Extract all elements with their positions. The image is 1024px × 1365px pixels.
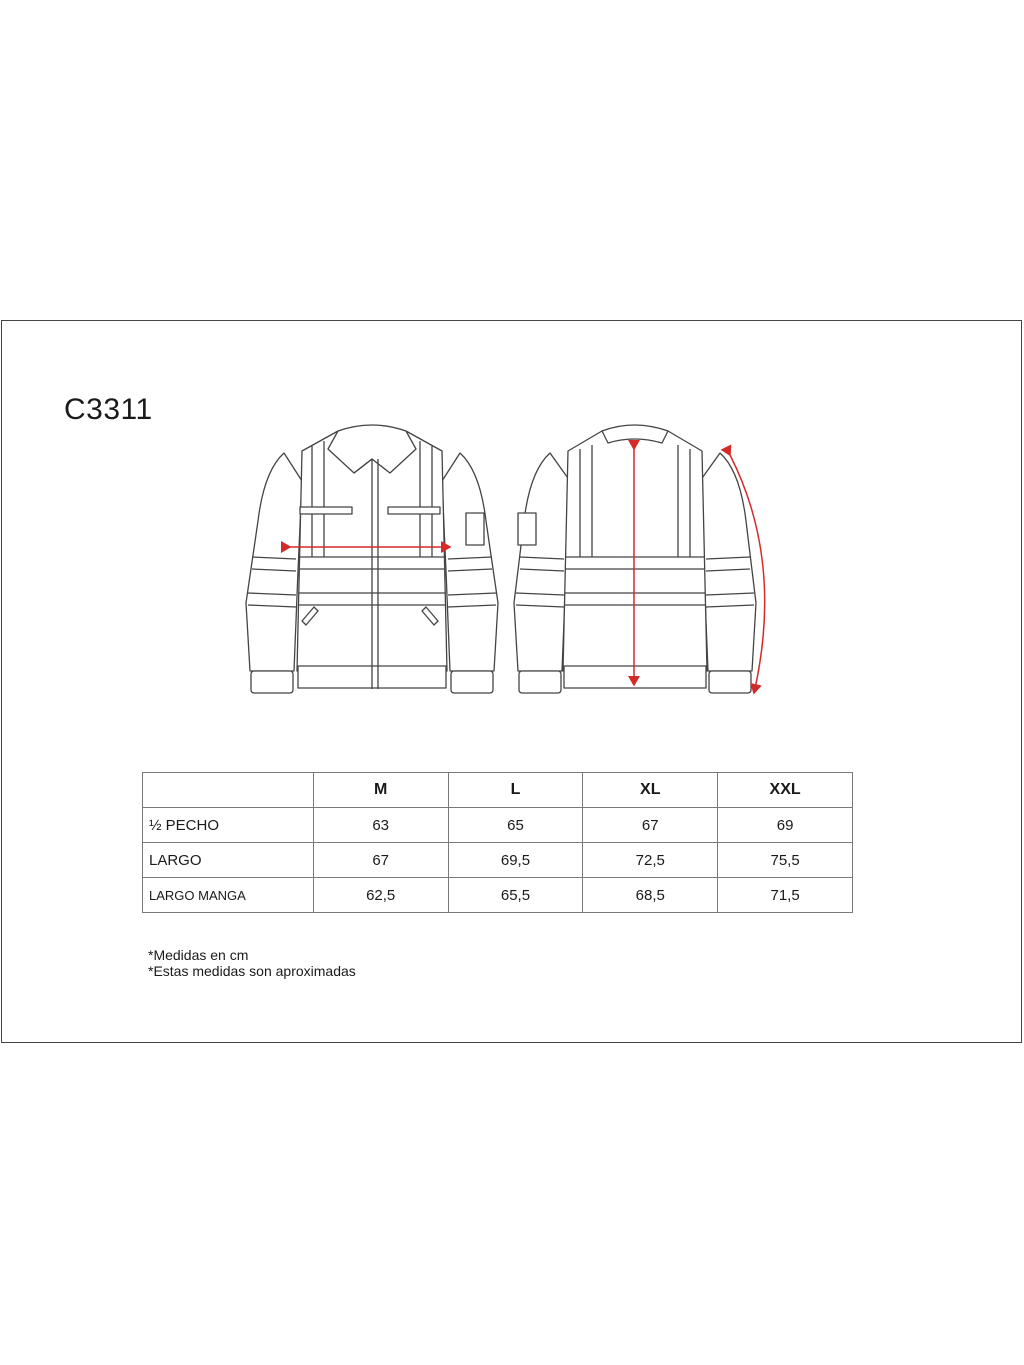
jacket-illustrations — [2, 321, 1023, 721]
table-cell: 71,5 — [718, 878, 853, 913]
table-header-cell: XXL — [718, 773, 853, 808]
table-cell: 69 — [718, 808, 853, 843]
size-chart-sheet — [1, 320, 1022, 1043]
table-row — [143, 843, 853, 878]
row-label: LARGO — [143, 843, 314, 878]
table-cell: 75,5 — [718, 843, 853, 878]
table-row — [143, 808, 853, 843]
table-cell: 62,5 — [313, 878, 448, 913]
jacket-back-view — [514, 425, 756, 693]
table-cell: 63 — [313, 808, 448, 843]
table-header-cell: XL — [583, 773, 718, 808]
size-table — [142, 772, 853, 913]
model-code: C3311 — [64, 393, 153, 426]
table-cell: 69,5 — [448, 843, 583, 878]
table-row — [143, 878, 853, 913]
table-cell: 67 — [313, 843, 448, 878]
table-header-cell — [143, 773, 314, 808]
table-header-cell: M — [313, 773, 448, 808]
row-label: ½ PECHO — [143, 808, 314, 843]
note-approximate: *Estas medidas son aproximadas — [148, 963, 356, 979]
note-units: *Medidas en cm — [148, 947, 249, 963]
table-cell: 65,5 — [448, 878, 583, 913]
table-cell: 67 — [583, 808, 718, 843]
notes — [148, 947, 356, 979]
table-cell: 65 — [448, 808, 583, 843]
row-label: LARGO MANGA — [143, 878, 314, 913]
table-cell: 68,5 — [583, 878, 718, 913]
table-header-cell: L — [448, 773, 583, 808]
table-header-row — [143, 773, 853, 808]
table-cell: 72,5 — [583, 843, 718, 878]
jacket-front-view — [246, 425, 498, 693]
